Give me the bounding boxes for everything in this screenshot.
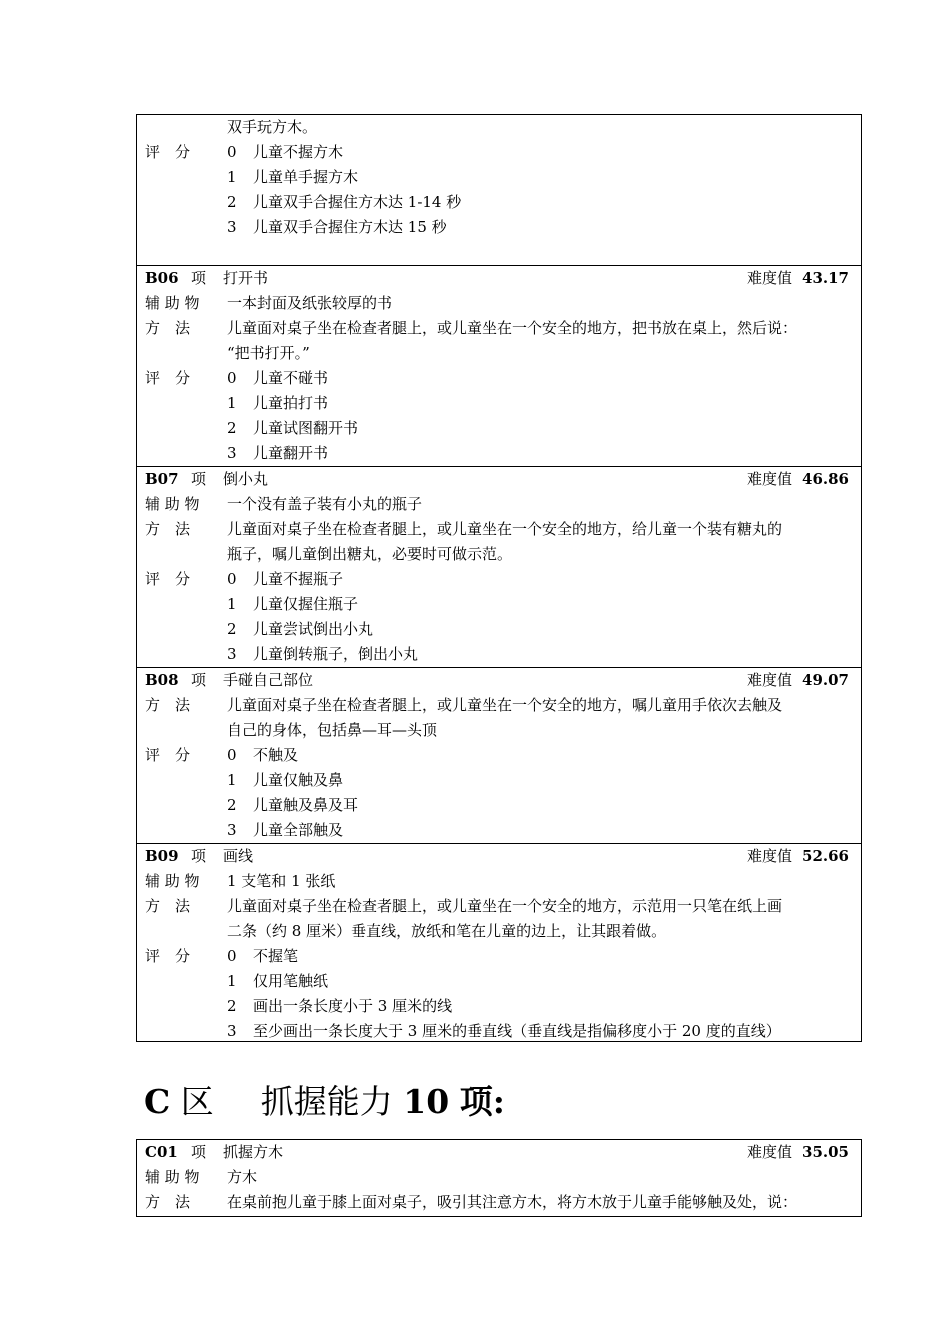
- difficulty-label: 难度值: [747, 1143, 793, 1161]
- difficulty-value: 46.86: [802, 470, 849, 488]
- score-label: 评 分: [145, 746, 191, 764]
- score-row: [137, 567, 861, 592]
- score-text: 画出一条长度小于 3 厘米的线: [253, 997, 453, 1015]
- difficulty-value: 49.07: [802, 671, 849, 689]
- score-number: 1: [227, 168, 237, 186]
- score-number: 2: [227, 997, 237, 1015]
- score-number: 1: [227, 771, 237, 789]
- item-xiang-label: 项: [191, 269, 207, 287]
- item-c01: [137, 1140, 861, 1215]
- item-b07: [137, 466, 861, 667]
- item-title: 手碰自己部位: [223, 671, 314, 689]
- item-code: B06: [145, 269, 179, 287]
- section-qu: 区: [180, 1082, 214, 1121]
- score-row: [137, 969, 861, 994]
- assessment-table-1: [136, 114, 862, 1042]
- score-row: [137, 1019, 861, 1044]
- score-text: 儿童不碰书: [253, 369, 329, 387]
- item-title: 画线: [223, 847, 254, 865]
- method-row-cont: [137, 919, 861, 944]
- aid-row: [137, 291, 861, 316]
- score-text: 儿童试图翻开书: [253, 419, 359, 437]
- score-text: 儿童拍打书: [253, 394, 329, 412]
- score-row: [137, 818, 861, 843]
- score-number: 0: [227, 746, 237, 764]
- method-text: 瓶子，嘱儿童倒出糖丸，必要时可做示范。: [227, 545, 513, 563]
- method-row: [137, 894, 861, 919]
- method-text: 二条（约 8 厘米）垂直线，放纸和笔在儿童的边上，让其跟着做。: [227, 922, 667, 940]
- method-continued-line: [137, 115, 861, 140]
- difficulty-label: 难度值: [747, 847, 793, 865]
- item-b05-continued: [137, 115, 861, 265]
- score-row: [137, 768, 861, 793]
- item-code: B09: [145, 847, 179, 865]
- aid-row: [137, 492, 861, 517]
- difficulty-value: 43.17: [802, 269, 849, 287]
- difficulty: [747, 266, 849, 291]
- score-number: 0: [227, 947, 237, 965]
- section-letter: C: [144, 1082, 171, 1121]
- item-header: [137, 668, 861, 693]
- aid-text: 1 支笔和 1 张纸: [227, 872, 336, 890]
- item-b09: [137, 843, 861, 1043]
- score-row: [137, 215, 861, 240]
- item-code: B08: [145, 671, 179, 689]
- difficulty: [747, 668, 849, 693]
- item-code: C01: [145, 1143, 178, 1161]
- item-code: B07: [145, 470, 179, 488]
- method-text: “把书打开。”: [227, 344, 310, 362]
- score-label: 评 分: [145, 947, 191, 965]
- method-label: 方 法: [145, 696, 191, 714]
- aid-row: [137, 1165, 861, 1190]
- method-text: 在桌前抱儿童于膝上面对桌子，吸引其注意方木，将方木放于儿童手能够触及处，说：: [227, 1193, 798, 1211]
- method-text: 自己的身体，包括鼻—耳—头顶: [227, 721, 438, 739]
- method-label: 方 法: [145, 897, 191, 915]
- score-number: 0: [227, 570, 237, 588]
- score-text: 儿童双手合握住方木达 15 秒: [253, 218, 447, 236]
- section-suffix: 项:: [459, 1082, 505, 1121]
- difficulty-label: 难度值: [747, 671, 793, 689]
- score-text: 儿童双手合握住方木达 1-14 秒: [253, 193, 462, 211]
- score-number: 3: [227, 444, 237, 462]
- difficulty: [747, 467, 849, 492]
- aid-row: [137, 869, 861, 894]
- score-number: 3: [227, 218, 237, 236]
- method-row: [137, 1190, 861, 1215]
- score-text: 不触及: [253, 746, 299, 764]
- score-label: 评 分: [145, 143, 191, 161]
- item-b06: [137, 265, 861, 466]
- difficulty-value: 35.05: [802, 1143, 849, 1161]
- score-row: [137, 140, 861, 165]
- assessment-table-2: [136, 1139, 862, 1217]
- score-number: 3: [227, 645, 237, 663]
- item-header: [137, 1140, 861, 1165]
- score-number: 2: [227, 796, 237, 814]
- score-text: 儿童仅触及鼻: [253, 771, 344, 789]
- score-number: 0: [227, 143, 237, 161]
- score-row: [137, 642, 861, 667]
- item-xiang-label: 项: [191, 1143, 207, 1161]
- score-label: 评 分: [145, 570, 191, 588]
- method-row-cont: [137, 718, 861, 743]
- score-number: 1: [227, 972, 237, 990]
- method-text: 双手玩方木。: [227, 118, 318, 136]
- item-header: [137, 266, 861, 291]
- method-row: [137, 517, 861, 542]
- score-row: [137, 994, 861, 1019]
- item-xiang-label: 项: [191, 470, 207, 488]
- method-row: [137, 693, 861, 718]
- score-label: 评 分: [145, 369, 191, 387]
- item-b08: [137, 667, 861, 843]
- score-text: 不握笔: [253, 947, 299, 965]
- score-row: [137, 743, 861, 768]
- method-label: 方 法: [145, 1193, 191, 1211]
- score-number: 3: [227, 821, 237, 839]
- difficulty-label: 难度值: [747, 470, 793, 488]
- score-row: [137, 617, 861, 642]
- score-row: [137, 366, 861, 391]
- item-title: 抓握方木: [223, 1143, 284, 1161]
- method-row-cont: [137, 542, 861, 567]
- score-text: 仅用笔触纸: [253, 972, 329, 990]
- score-number: 2: [227, 193, 237, 211]
- score-row: [137, 441, 861, 466]
- method-label: 方 法: [145, 520, 191, 538]
- aid-label: 辅 助 物: [145, 495, 200, 513]
- item-header: [137, 467, 861, 492]
- score-text: 儿童不握瓶子: [253, 570, 344, 588]
- item-title: 倒小丸: [223, 470, 269, 488]
- score-row: [137, 391, 861, 416]
- score-text: 儿童翻开书: [253, 444, 329, 462]
- score-row: [137, 165, 861, 190]
- score-number: 3: [227, 1022, 237, 1040]
- aid-label: 辅 助 物: [145, 872, 200, 890]
- score-number: 2: [227, 620, 237, 638]
- item-xiang-label: 项: [191, 847, 207, 865]
- method-row: [137, 316, 861, 341]
- score-number: 1: [227, 394, 237, 412]
- method-text: 儿童面对桌子坐在检查者腿上，或儿童坐在一个安全的地方，把书放在桌上，然后说：: [227, 319, 798, 337]
- aid-text: 方木: [227, 1168, 258, 1186]
- score-text: 儿童倒转瓶子，倒出小丸: [253, 645, 419, 663]
- method-row-cont: [137, 341, 861, 366]
- method-text: 儿童面对桌子坐在检查者腿上，或儿童坐在一个安全的地方，示范用一只笔在纸上画: [227, 897, 783, 915]
- aid-text: 一本封面及纸张较厚的书: [227, 294, 393, 312]
- item-xiang-label: 项: [191, 671, 207, 689]
- aid-label: 辅 助 物: [145, 294, 200, 312]
- difficulty-value: 52.66: [802, 847, 849, 865]
- method-label: 方 法: [145, 319, 191, 337]
- score-row: [137, 793, 861, 818]
- difficulty: [747, 1140, 849, 1165]
- score-text: 儿童单手握方木: [253, 168, 359, 186]
- aid-text: 一个没有盖子装有小丸的瓶子: [227, 495, 423, 513]
- section-heading: [144, 1078, 505, 1126]
- score-row: [137, 592, 861, 617]
- section-count: 10: [403, 1082, 450, 1121]
- item-header: [137, 844, 861, 869]
- score-number: 1: [227, 595, 237, 613]
- score-row: [137, 416, 861, 441]
- method-text: 儿童面对桌子坐在检查者腿上，或儿童坐在一个安全的地方，嘱儿童用手依次去触及: [227, 696, 783, 714]
- score-row: [137, 944, 861, 969]
- score-text: 儿童尝试倒出小丸: [253, 620, 374, 638]
- score-text: 儿童全部触及: [253, 821, 344, 839]
- score-text: 至少画出一条长度大于 3 厘米的垂直线（垂直线是指偏移度小于 20 度的直线）: [253, 1022, 781, 1040]
- aid-label: 辅 助 物: [145, 1168, 200, 1186]
- method-text: 儿童面对桌子坐在检查者腿上，或儿童坐在一个安全的地方，给儿童一个装有糖丸的: [227, 520, 783, 538]
- score-number: 0: [227, 369, 237, 387]
- score-text: 儿童触及鼻及耳: [253, 796, 359, 814]
- difficulty-label: 难度值: [747, 269, 793, 287]
- score-row: [137, 190, 861, 215]
- section-name: 抓握能力: [260, 1082, 393, 1121]
- score-number: 2: [227, 419, 237, 437]
- score-text: 儿童不握方木: [253, 143, 344, 161]
- item-title: 打开书: [223, 269, 269, 287]
- difficulty: [747, 844, 849, 869]
- score-text: 儿童仅握住瓶子: [253, 595, 359, 613]
